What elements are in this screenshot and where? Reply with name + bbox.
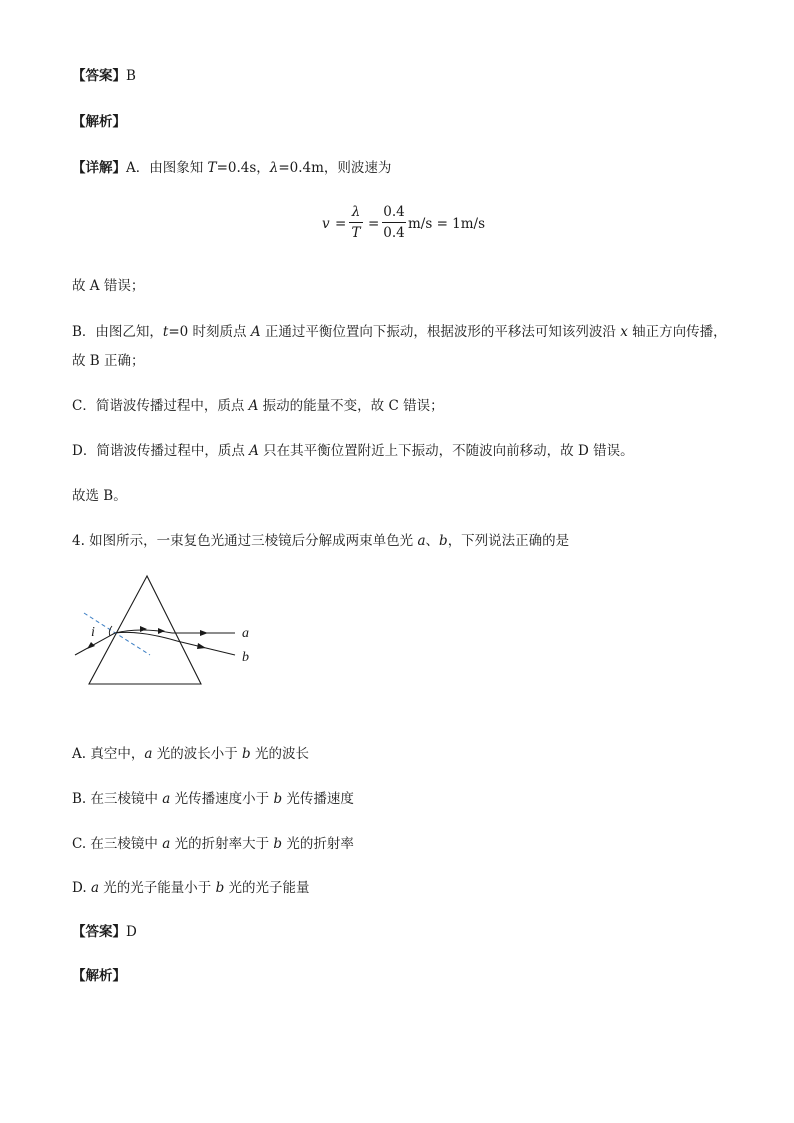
q3-b-line2: 故 B 正确； [72, 353, 145, 369]
fraction-numerator-value: 0.4 [383, 204, 405, 220]
option-mid: 光的光子能量小于 [99, 880, 216, 896]
option-prefix: C. 在三棱镜中 [72, 836, 163, 852]
var-b: b [242, 746, 251, 762]
d-pre: D．简谐波传播过程中，质点 [72, 443, 250, 459]
stem-pre: 4. 如图所示，一束复色光通过三棱镜后分解成两束单色光 [72, 533, 418, 549]
q4-answer-line [72, 922, 137, 942]
label-b: b [242, 650, 249, 665]
ray-b-arrow [197, 643, 206, 649]
var-t: t [162, 324, 169, 340]
answer-tag: 【答案】 [72, 924, 126, 940]
var-a: a [144, 746, 153, 762]
formula-v: v [322, 216, 330, 232]
ray-b-inside [115, 632, 177, 641]
answer-value: D [126, 924, 137, 940]
var-A: A [249, 443, 259, 459]
detail-intro: A．由图象知 [126, 160, 208, 176]
fraction-denominator-T: T [351, 225, 361, 241]
lambda-value: =0.4m，则波速为 [278, 160, 392, 176]
detail-tag: 【详解】 [72, 160, 126, 176]
inside-arrow-1 [140, 626, 147, 632]
var-T: T [207, 160, 217, 176]
option-mid: 光的折射率大于 [170, 836, 274, 852]
fraction-bar [349, 222, 363, 223]
option-prefix: A. 真空中， [72, 746, 145, 762]
var-A: A [248, 398, 259, 414]
fraction-bar [382, 222, 406, 223]
fraction-numerator-lambda: λ [351, 204, 361, 220]
option-post: 光的光子能量 [224, 880, 310, 896]
inside-arrow-2 [158, 628, 165, 634]
q3-choose: 故选 B。 [72, 488, 127, 504]
c-pre: C．简谐波传播过程中，质点 [72, 398, 249, 414]
formula-result: m/s = 1m/s [408, 216, 486, 232]
q3-c-line [72, 396, 444, 416]
var-lambda: λ [269, 160, 279, 176]
T-value: =0.4s， [216, 160, 270, 176]
incident-arrow [87, 642, 95, 649]
stem-sep: 、 [425, 533, 440, 549]
q3-detail-line [72, 158, 391, 178]
stem-post: ，下列说法正确的是 [447, 533, 570, 549]
var-a: a [417, 533, 426, 549]
answer-value: B [126, 68, 136, 84]
d-post: 只在其平衡位置附近上下振动，不随波向前移动，故 D 错误。 [258, 443, 634, 459]
q4-analysis-tag: 【解析】 [72, 968, 126, 984]
var-b: b [273, 791, 283, 807]
fraction-denominator-value: 0.4 [383, 225, 405, 241]
q3-b-line1 [72, 322, 727, 342]
formula-eq2: = [368, 216, 380, 232]
b-mid: =0 时刻质点 [168, 324, 251, 340]
var-A: A [250, 324, 261, 340]
q3-analysis-tag: 【解析】 [72, 114, 126, 130]
wave-speed-formula [322, 203, 486, 247]
q3-a-wrong: 故 A 错误； [72, 278, 145, 294]
incident-ray [75, 633, 115, 655]
prism-diagram [70, 570, 270, 690]
option-mid: 光传播速度小于 [170, 791, 274, 807]
option-b [72, 789, 354, 809]
option-mid: 光的波长小于 [152, 746, 242, 762]
q3-answer-line [72, 66, 136, 86]
label-i: i [91, 625, 95, 640]
fraction-values [382, 203, 406, 242]
q4-stem [72, 531, 569, 551]
option-a [72, 744, 309, 764]
label-a: a [242, 626, 249, 641]
b-post: 正通过平衡位置向下振动，根据波形的平移法可知该列波沿 [260, 324, 621, 340]
formula-eq1: = [335, 216, 347, 232]
var-a: a [162, 836, 171, 852]
var-a: a [162, 791, 171, 807]
b-pre: B．由图乙知， [72, 324, 163, 340]
var-a: a [90, 880, 99, 896]
ray-a-arrow [200, 630, 208, 636]
b-end: 轴正方向传播， [627, 324, 727, 340]
option-post: 光的波长 [250, 746, 309, 762]
var-b: b [439, 533, 448, 549]
var-x: x [620, 324, 628, 340]
var-b: b [273, 836, 283, 852]
var-b: b [215, 880, 225, 896]
option-prefix: D. [72, 880, 91, 896]
option-post: 光传播速度 [282, 791, 354, 807]
option-c [72, 834, 354, 854]
c-post: 振动的能量不变，故 C 错误； [258, 398, 444, 414]
fraction-lambda-T [349, 203, 363, 242]
answer-tag: 【答案】 [72, 68, 126, 84]
option-post: 光的折射率 [282, 836, 354, 852]
option-prefix: B. 在三棱镜中 [72, 791, 163, 807]
option-d [72, 878, 310, 898]
q3-d-line [72, 441, 634, 461]
